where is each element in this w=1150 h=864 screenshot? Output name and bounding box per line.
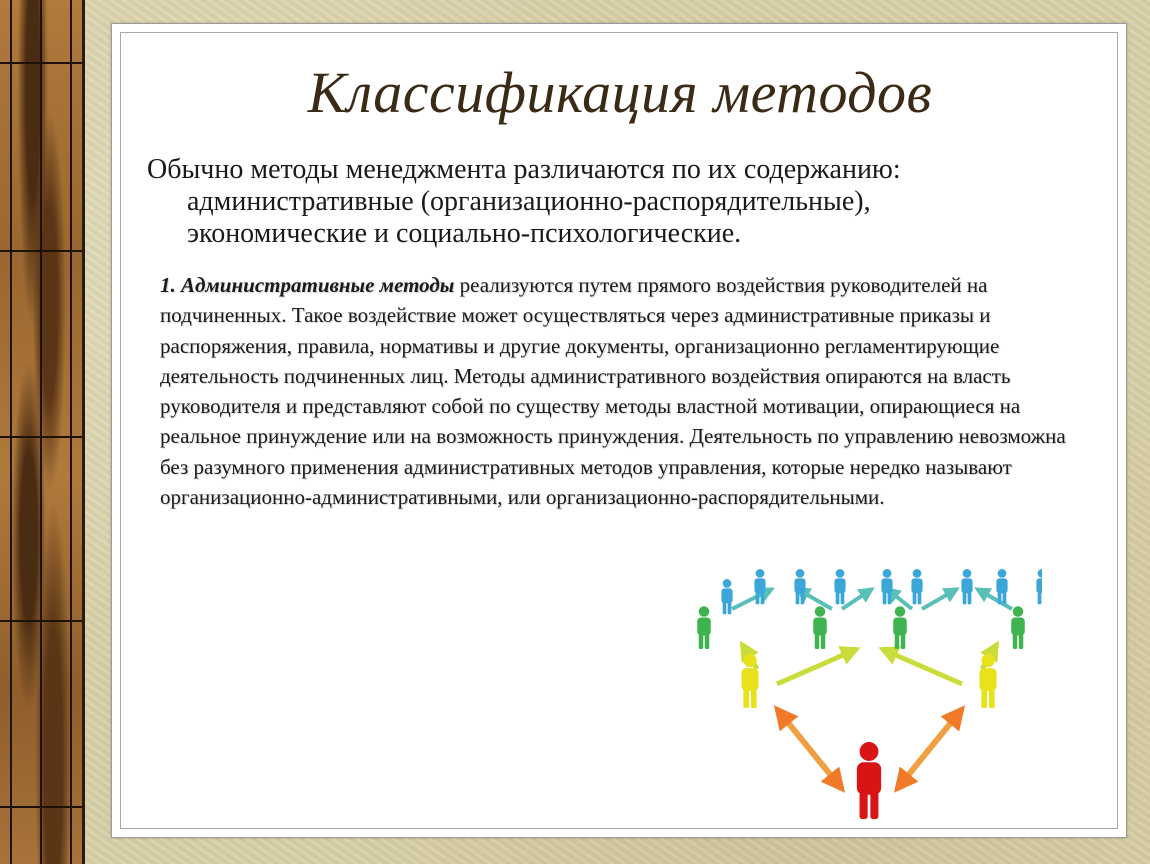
strip-divider [0, 62, 82, 64]
decorative-side-strip [0, 0, 85, 864]
hierarchy-network-icon [682, 534, 1042, 819]
slide [111, 23, 1127, 838]
administrative-methods-paragraph [160, 270, 1090, 512]
strip-divider [0, 250, 82, 252]
strip-divider [0, 436, 82, 438]
intro-line-1: Обычно методы менеджмента различаются по их содержанию: [147, 154, 901, 185]
intro-line-2: административные (организационно-распорядительные), [187, 186, 871, 217]
strip-divider [0, 620, 82, 622]
strip-divider [0, 806, 82, 808]
paragraph-text: реализуются путем прямого воздействия руководителей на подчиненных. Такое воздействие может осуществляться через административные приказы и распоряжения, правила, нормативы и другие документы, организационно регламентирующие деятельность подчиненных лиц. Методы административного воздействия опираются на власть руководителя и представляют собой по существу методы властной мотивации, опирающиеся на реальное принуждение или на возможность принуждения. Деятельность по управлению невозможна без разумного применения административных методов управления, которые нередко называют организационно-административными, или организационно-распорядительными. [160, 273, 1066, 510]
slide-title: Классификация методов [307, 60, 933, 125]
strip-divider [40, 0, 42, 864]
strip-divider [10, 0, 12, 864]
paragraph-lead: 1. Административные методы [160, 273, 455, 297]
strip-divider [70, 0, 72, 864]
intro-line-3: экономические и социально-психологические. [187, 218, 742, 249]
intro-text [147, 154, 1077, 250]
